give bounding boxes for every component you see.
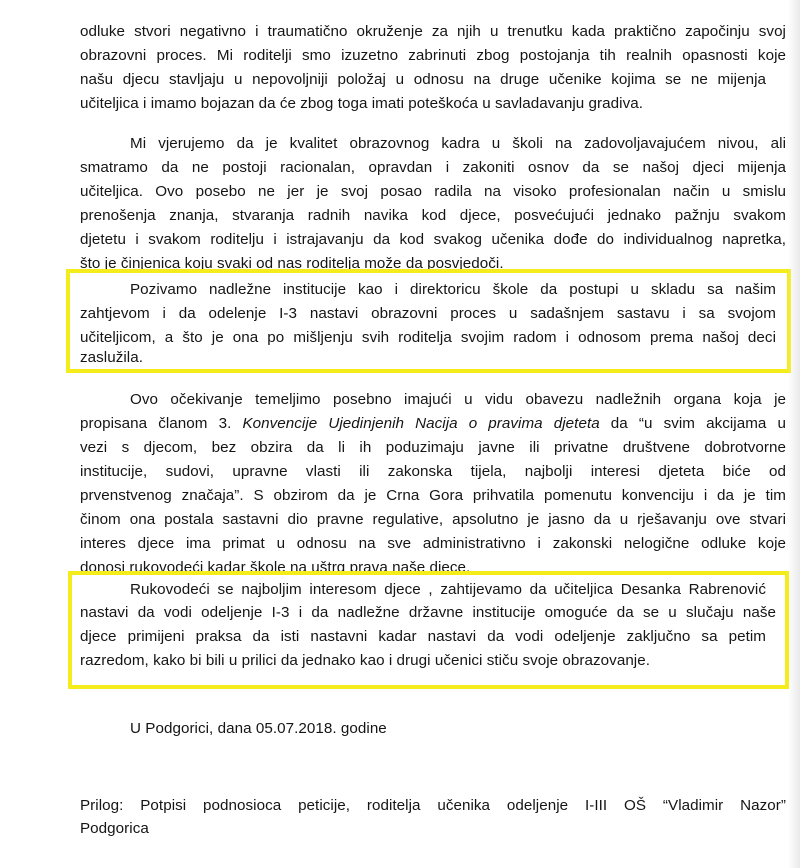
paragraph-2-line: Mi vjerujemo da je kvalitet obrazovnog kadra u školi na zadovoljavajućem nivou, ali — [130, 135, 786, 152]
paragraph-4-line: činom ona postala sastavni dio pravne regulative, apsolutno je jasno da u rješavanju ove stvari — [80, 511, 786, 528]
paragraph-5-line: Rukovodeći se najboljim interesom djece , zahtijevamo da učiteljica Desanka Rabrenović — [130, 581, 766, 598]
paragraph-4-line: prvenstvenog značaja”. S obzirom da je Crna Gora prihvatila pomenutu konvenciju i da je tim — [80, 487, 786, 504]
place-date: U Podgorici, dana 05.07.2018. godine — [130, 720, 387, 737]
paragraph-5-line: djece primijeni praksa da isti nastavni kadar nastavi da vodi odeljenje zaključno sa petim — [80, 628, 766, 645]
paragraph-1-line: obrazovni proces. Mi roditelji smo izuzetno zabrinuti zbog postojanja tih realnih opasnosti koje — [80, 47, 786, 64]
paragraph-4-line: interes djece ima primat u odnosu na sve administrativno i zakonski nelogične odluke koje — [80, 535, 786, 552]
paragraph-3-line: zahtjevom i da odelenje I-3 nastavi obrazovni proces u sadašnjem sastavu i sa svojom — [80, 305, 776, 322]
paragraph-4-line: donosi rukovodeći kadar škole na uštrg prava naše djece. — [80, 559, 471, 576]
paragraph-2-line: što je činjenica koju svaki od nas roditelja može da posvjedoči. — [80, 255, 504, 272]
paragraph-1-line: učiteljica i imamo bojazan da će zbog toga imati poteškoća u savladavanju gradiva. — [80, 95, 643, 112]
paragraph-4-line: institucije, sudovi, upravne vlasti ili zakonska tijela, najbolji interesi djeteta biće od — [80, 463, 786, 480]
convention-title: Konvencije Ujedinjenih Nacija o pravima djeteta — [242, 415, 600, 432]
paragraph-3-line: učiteljicom, a što je ona po mišljenju svih roditelja svojim radom i odnosom prema našoj deci — [80, 329, 776, 346]
paragraph-5-line: nastavi da vodi odeljenje I-3 i da nadležne državne institucije omoguće da se u slučaju naše — [80, 604, 776, 621]
paragraph-5-line: razredom, kako bi bili u prilici da jednako kao i drugi učenici stiču svoje obrazovanje. — [80, 652, 650, 669]
paragraph-1-line: odluke stvori negativno i traumatično okruženje za njih u trenutku kada praktično započinju svoj — [80, 23, 786, 40]
paragraph-2-line: prenošenja znanja, stvaranja radnih navika kod djece, posvećujući jednako pažnju svakom — [80, 207, 786, 224]
paragraph-4-text: da “u svim akcijama u — [599, 415, 786, 432]
paragraph-2-line: učiteljica. Ovo posebo ne jer je svoj posao radila na visoko profesionalan način u smislu — [80, 183, 786, 200]
paragraph-4-line: Ovo očekivanje temeljimo posebno imajući u vidu obavezu nadležnih organa koja je — [130, 391, 786, 408]
attachment-line: Prilog: Potpisi podnosioca peticije, roditelja učenika odeljenje I-III OŠ “Vladimir Nazor” — [80, 797, 786, 814]
paragraph-3-line: Pozivamo nadležne institucije kao i direktoricu škole da postupi u skladu sa našim — [130, 281, 776, 298]
scan-edge-shadow — [788, 0, 800, 868]
paragraph-4-line: vezi s djecom, bez obzira da li ih poduzimaju javne ili privatne društvene dobrotvorne — [80, 439, 786, 456]
paragraph-2-line: djetetu i svakom roditelju i istrajavanju da kod svakog učenika dođe do individualnog napretka, — [80, 231, 786, 248]
paragraph-4-line — [80, 414, 786, 434]
paragraph-3-line: zaslužila. — [80, 349, 143, 366]
paragraph-1-line: našu djecu stavljaju u nepovoljniji položaj u odnosu na druge učenike kojima se ne mijenja — [80, 71, 766, 88]
paragraph-2-line: smatramo da ne postoji racionalan, opravdan i zakoniti osnov da se našoj djeci mijenja — [80, 159, 786, 176]
paragraph-4-text: propisana članom 3. — [80, 415, 243, 432]
attachment-line: Podgorica — [80, 820, 149, 837]
